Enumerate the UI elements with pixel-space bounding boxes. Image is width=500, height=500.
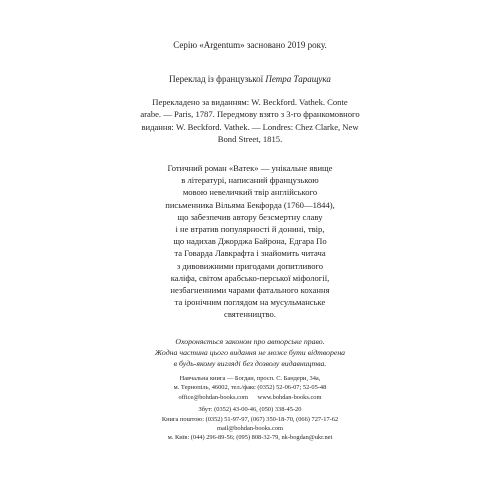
imprint-line: м. Київ: (044) 296-89-56; (095) 808-32-79, nk-bogdan@ukr.net — [167, 434, 333, 442]
imprint-line: office@bohdan-books.com www.bohdan-books.com — [178, 393, 322, 401]
annotation-line: письменника Вільяма Бекфорда (1760—1844), — [165, 199, 335, 210]
imprint-line: Навчальна книга — Богдан, просп. С. Бандери, 34а, — [179, 375, 321, 382]
edition-note — [0, 96, 500, 146]
annotation-line: та іронічним поглядом на мусульманське — [174, 297, 326, 308]
copyright-line: Жодна частина цього видання не може бути відтворена — [154, 348, 346, 357]
book-annotation — [0, 162, 500, 321]
annotation-line: незбагненними чарами фатального кохання — [170, 285, 330, 296]
copyright-line: в будь-якому вигляді без дозволу видавництва. — [173, 359, 327, 368]
copyright-notice — [0, 336, 500, 369]
publisher-imprint — [0, 374, 500, 443]
translator-credit — [0, 74, 500, 84]
translator-name: Петра Таращука — [265, 74, 331, 84]
annotation-line: в літературі, написаний французькою — [181, 175, 319, 186]
edition-line: видання: W. Beckford. Vathek. — Londres: Chez Clarke, New — [141, 121, 359, 132]
imprint-line: Книга поштою: (0352) 51-97-97, (067) 350-18-70, (066) 727-17-62 — [161, 415, 339, 423]
edition-line: Bond Street, 1815. — [217, 134, 283, 145]
annotation-line: мовою невеличкий твір англійського — [182, 187, 318, 198]
series-note: Серію «Argentum» засновано 2019 року. — [173, 40, 327, 50]
imprint-line: м. Тернопіль, 46002, тел./факс (0352) 52-06-07; 52-05-48 — [173, 384, 327, 392]
annotation-line: Готичний роман «Ватек» — унікальне явище — [167, 163, 333, 173]
imprint-line: mail@bohdan-books.com — [216, 425, 284, 433]
annotation-line: каліфа, світом арабсько-перської міфології, — [170, 272, 330, 283]
annotation-line: що надихав Джорджа Байрона, Едгара По — [173, 236, 327, 247]
annotation-line: святенництво. — [224, 309, 276, 320]
annotation-line: та Говарда Лавкрафта і знайомить читача — [174, 248, 326, 259]
copyright-line: Охороняється законом про авторське право. — [175, 337, 325, 346]
edition-line: Перекладено за виданням: W. Beckford. Vathek. Conte — [152, 97, 348, 107]
annotation-line: з дивовижними пригодами допитливого — [176, 260, 324, 271]
edition-line: arabe. — Paris, 1787. Передмову взято з 3-го франкомовного — [140, 109, 360, 120]
translator-prefix: Переклад із французької — [169, 74, 266, 84]
imprint-line: Збут: (0352) 43-00-46, (050) 338-45-20 — [198, 406, 302, 414]
annotation-line: що забезпечив автору безсмертну славу — [177, 211, 323, 222]
annotation-line: і не втратив популярності й донині, твір, — [175, 224, 325, 235]
